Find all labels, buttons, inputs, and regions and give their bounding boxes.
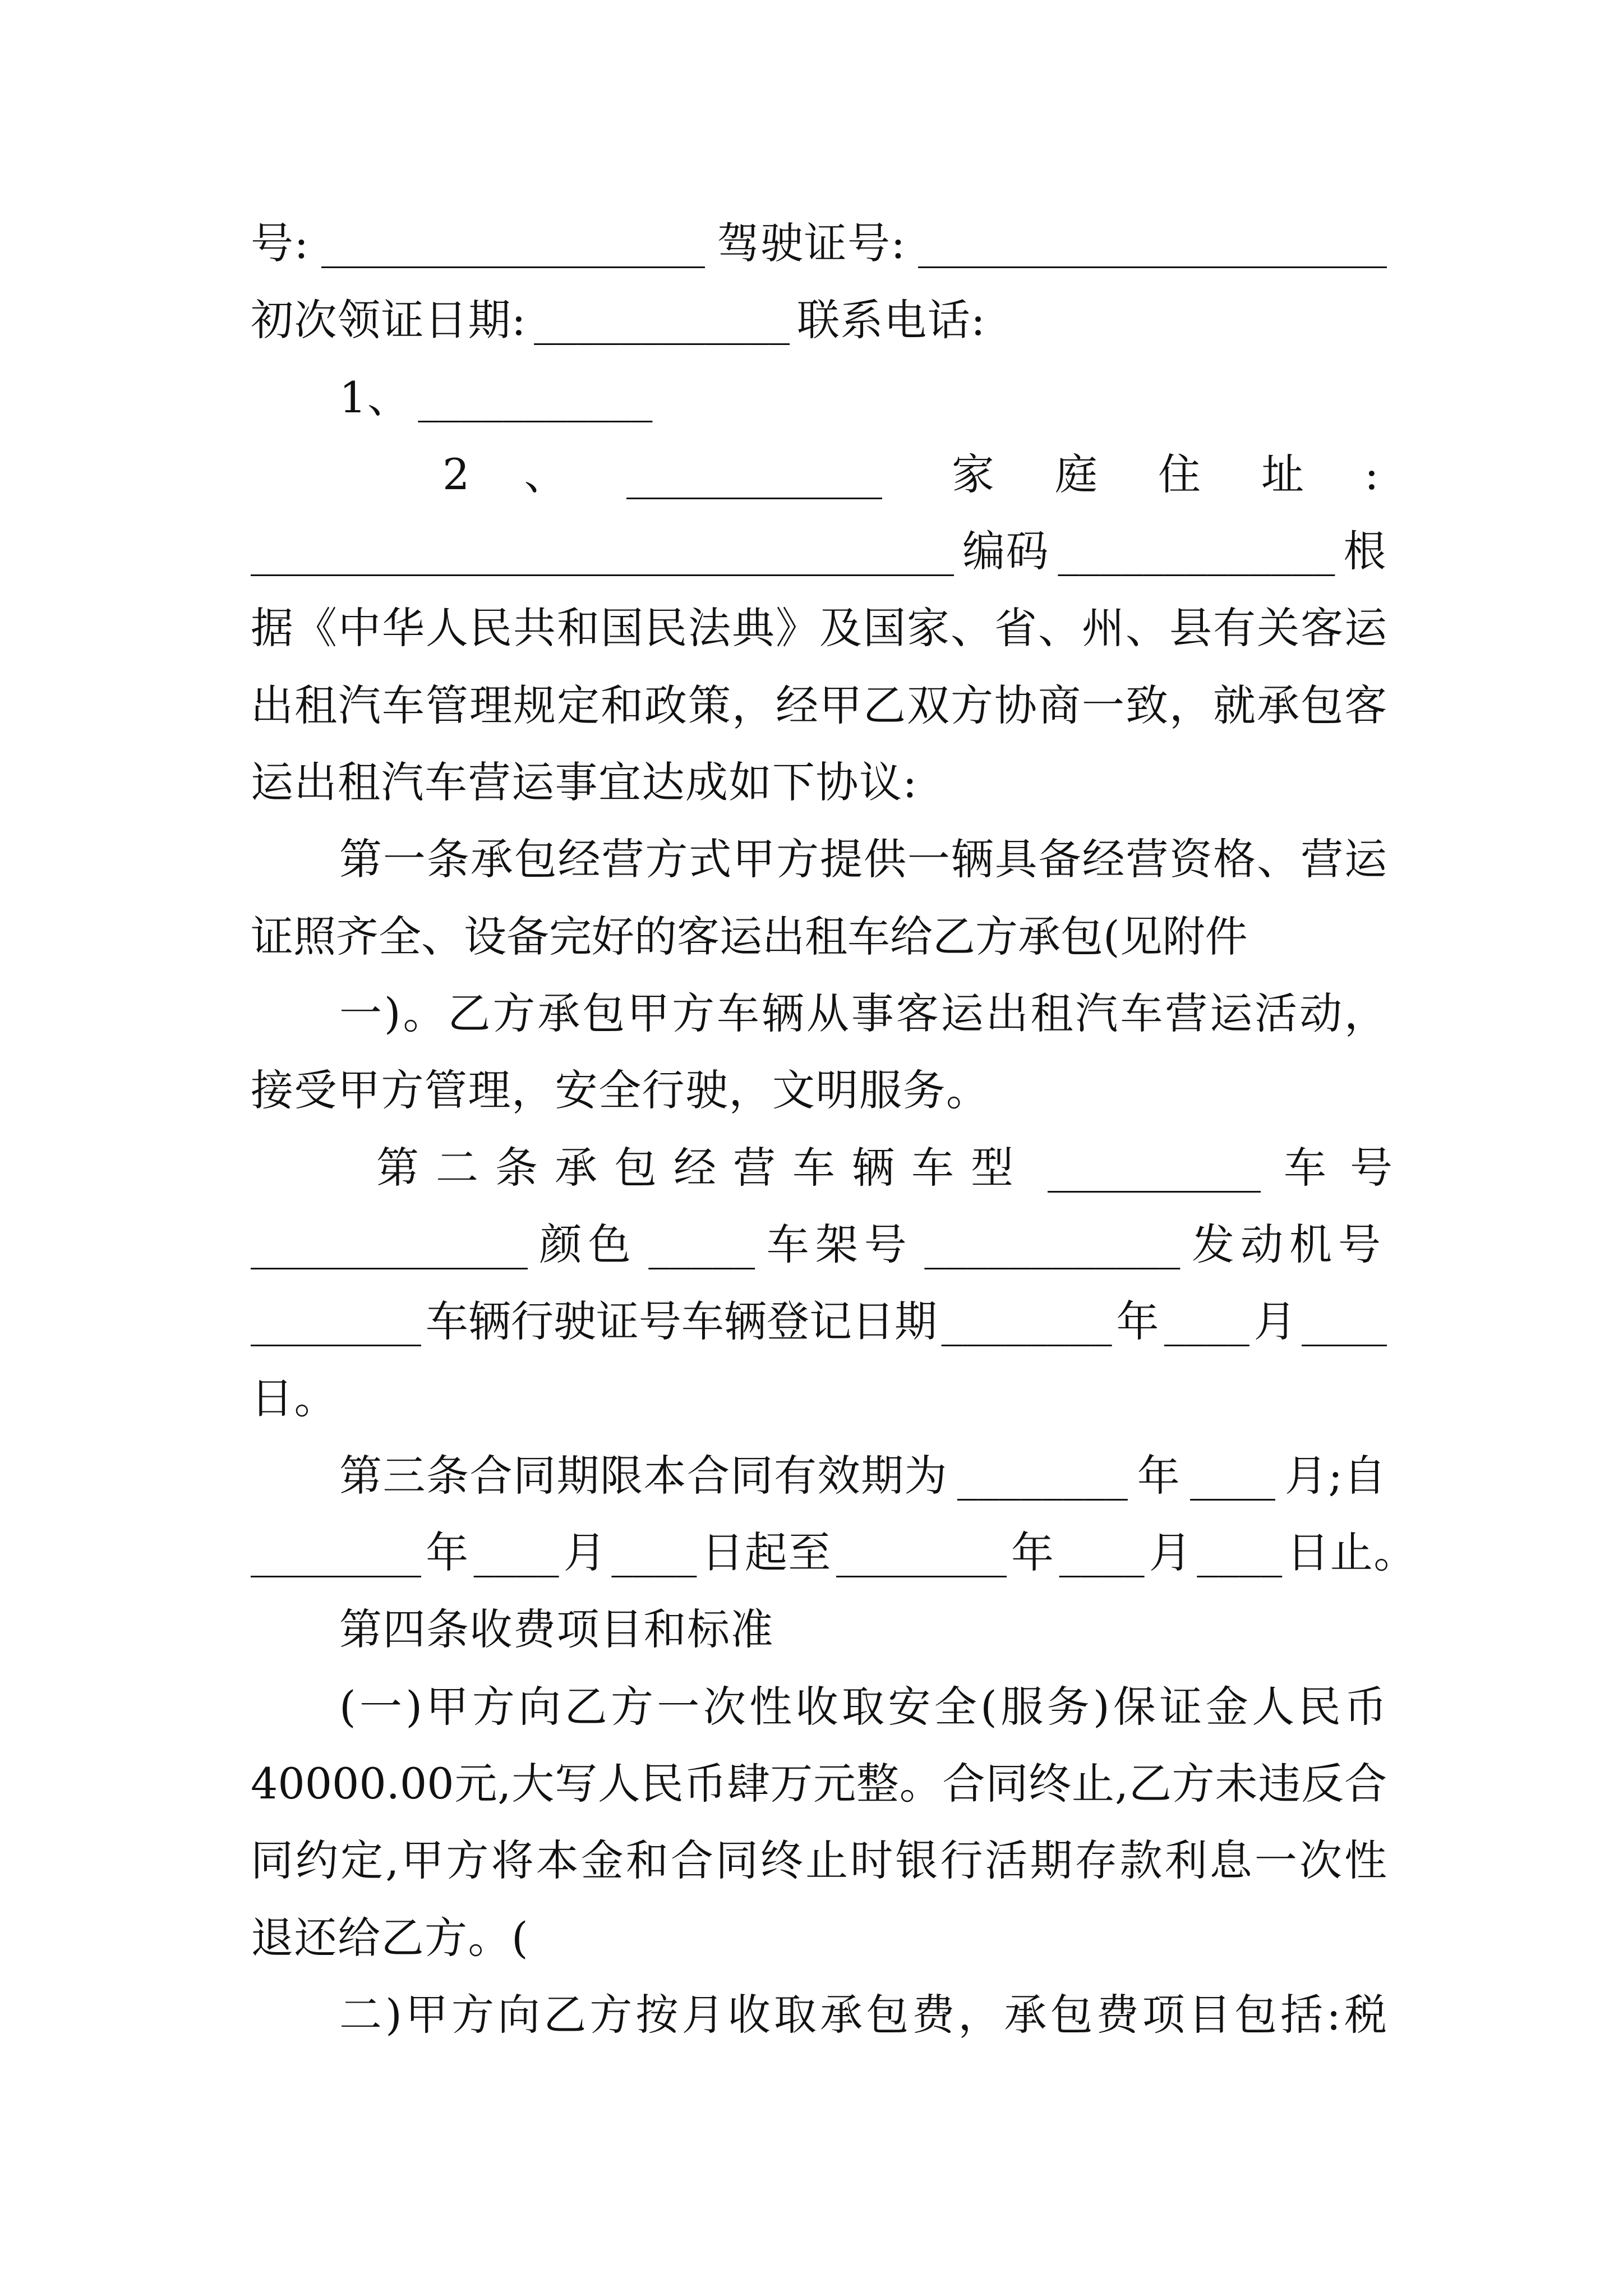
- blank-end-year: ________: [836, 1527, 1007, 1578]
- label-month: 月: [563, 1527, 607, 1578]
- article-2-line-4: 日。: [251, 1373, 338, 1424]
- blank-start-day: ____: [611, 1527, 697, 1578]
- article-4-item-2-line-1: 二)甲方向乙方按月收取承包费，承包费项目包括:税: [339, 1989, 1387, 2040]
- article-1-line-4: 接受甲方管理，安全行驶，文明服务。: [251, 1065, 990, 1116]
- label-driver-license-number: 驾驶证号:: [717, 218, 906, 268]
- blank-plate-number: _____________: [251, 1219, 528, 1269]
- blank-term-months: ____: [1190, 1450, 1276, 1501]
- label-month: 月: [1253, 1296, 1298, 1347]
- preamble-start-text: 根: [1343, 526, 1387, 577]
- article-2-line-2: [251, 1206, 1387, 1283]
- line-id-and-license: [251, 205, 1387, 282]
- label-postal-code: 编码: [962, 526, 1050, 577]
- blank-term-years: ________: [957, 1450, 1128, 1501]
- blank-color: _____: [648, 1219, 755, 1269]
- article-4-heading: 第四条收费项目和标准: [339, 1604, 774, 1655]
- blank-item-1: ___________: [418, 372, 653, 422]
- label-month-from: 月;自: [1284, 1450, 1387, 1501]
- blank-home-address: _________________________________: [251, 526, 954, 577]
- article-1-line-2: 证照齐全、设备完好的客运出租车给乙方承包(见附件: [251, 911, 1248, 961]
- blank-start-month: ____: [473, 1527, 559, 1578]
- label-home-address: 家庭住址:: [952, 449, 1440, 499]
- line-first-license-date: [251, 282, 1387, 358]
- blank-driver-license-number: ______________________: [917, 218, 1387, 268]
- article-3-text: 第三条合同期限本合同有效期为: [339, 1450, 948, 1501]
- blank-end-month: ____: [1059, 1527, 1145, 1578]
- line-item-2-home-address: [251, 436, 1440, 513]
- blank-end-day: ____: [1197, 1527, 1283, 1578]
- preamble-line-1: 据《中华人民共和国民法典》及国家、省、州、县有关客运: [251, 603, 1387, 654]
- label-day-end: 日止。: [1287, 1527, 1417, 1578]
- blank-registration-month: ____: [1164, 1296, 1249, 1347]
- label-contact-phone: 联系电话:: [797, 295, 986, 346]
- article-1-line-3: 一)。乙方承包甲方车辆从事客运出租汽车营运活动，: [339, 988, 1387, 1038]
- blank-registration-day: ____: [1301, 1296, 1387, 1347]
- blank-vehicle-model: __________: [1048, 1142, 1261, 1193]
- article-4-item-1-line-2: 40000.00元,大写人民币肆万元整。合同终止,乙方未违反合: [251, 1758, 1387, 1809]
- article-1-line-1: 第一条承包经营方式甲方提供一辆具备经营资格、营运: [339, 834, 1387, 885]
- label-plate-number: 车号: [1284, 1142, 1416, 1193]
- label-year: 年: [1116, 1296, 1160, 1347]
- blank-item-2: ____________: [626, 449, 882, 499]
- item-1-number: 1、: [339, 372, 411, 422]
- label-day-from-to: 日起至: [701, 1527, 832, 1578]
- line-address-postal-code: [251, 513, 1387, 590]
- label-month: 月: [1149, 1527, 1193, 1578]
- blank-engine-number: ________: [251, 1296, 421, 1347]
- article-4-item-1-line-1: (一)甲方向乙方一次性收取安全(服务)保证金人民币: [339, 1681, 1387, 1732]
- blank-registration-year: ________: [941, 1296, 1112, 1347]
- label-first-license-date: 初次领证日期:: [251, 295, 527, 346]
- label-license-and-registration-date: 车辆行驶证号车辆登记日期: [425, 1296, 937, 1347]
- article-2-line-3: [251, 1283, 1387, 1360]
- blank-first-license-date: ____________: [534, 295, 790, 346]
- label-engine-number: 发动机号: [1191, 1219, 1387, 1269]
- label-year: 年: [426, 1527, 469, 1578]
- article-3-line-1: [339, 1437, 1387, 1514]
- item-2-number: 2、: [442, 449, 621, 499]
- line-item-1: [339, 359, 1387, 436]
- preamble-line-2: 出租汽车管理规定和政策，经甲乙双方协商一致，就承包客: [251, 680, 1387, 730]
- label-frame-number: 车架号: [766, 1219, 913, 1269]
- label-color: 颜色: [539, 1219, 637, 1269]
- blank-start-year: ________: [251, 1527, 421, 1578]
- blank-postal-code: _____________: [1058, 526, 1335, 577]
- label-number-tail: 号:: [251, 218, 310, 268]
- label-year: 年: [1011, 1527, 1055, 1578]
- contract-page-body: [251, 205, 1440, 2053]
- preamble-line-3: 运出租汽车营运事宜达成如下协议:: [251, 757, 918, 808]
- label-year: 年: [1137, 1450, 1181, 1501]
- article-2-line-1: [251, 1129, 1416, 1206]
- article-4-item-1-line-4: 退还给乙方。(: [251, 1912, 529, 1963]
- article-3-line-2: [251, 1514, 1417, 1591]
- blank-id-number: __________________: [321, 218, 706, 268]
- article-2-heading-text: 第二条承包经营车辆车型: [376, 1142, 1030, 1193]
- blank-frame-number: ____________: [924, 1219, 1181, 1269]
- article-4-item-1-line-3: 同约定,甲方将本金和合同终止时银行活期存款利息一次性: [251, 1835, 1387, 1886]
